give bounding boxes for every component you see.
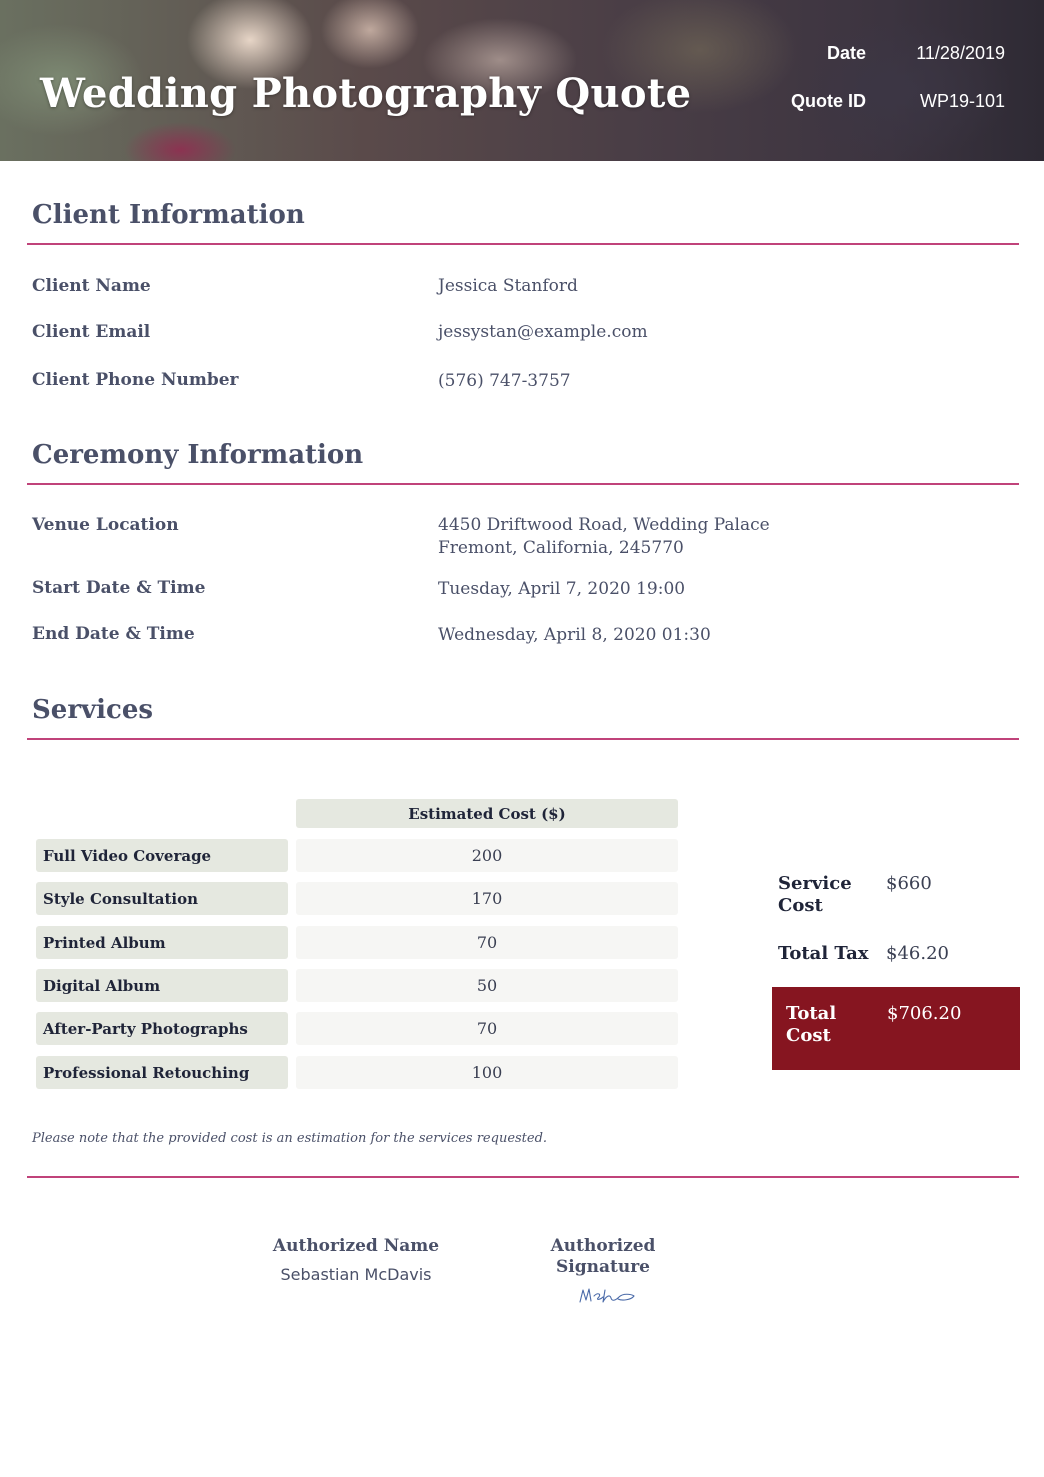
date-label: Date <box>826 43 866 63</box>
cost-column-header: Estimated Cost ($) <box>296 799 678 828</box>
total-cost-value: $706.20 <box>887 1003 962 1024</box>
service-cost: 100 <box>296 1056 678 1089</box>
total-tax-label: Total Tax <box>778 943 869 964</box>
service-name: Professional Retouching <box>36 1056 288 1089</box>
client-phone-value: (576) 747-3757 <box>438 371 571 391</box>
client-email-label: Client Email <box>32 322 151 342</box>
authorized-signature-label: Authorized Signature <box>550 1236 656 1277</box>
quote-id-value: WP19-101 <box>919 91 1005 111</box>
section-divider <box>27 243 1019 245</box>
page-title: Wedding Photography Quote <box>40 70 692 117</box>
service-cost: 70 <box>296 926 678 959</box>
service-name: Printed Album <box>36 926 288 959</box>
authorized-name-label: Authorized Name <box>272 1236 440 1256</box>
start-value: Tuesday, April 7, 2020 19:00 <box>438 579 686 599</box>
venue-line-2: Fremont, California, 245770 <box>438 538 684 558</box>
service-name: After-Party Photographs <box>36 1012 288 1045</box>
section-divider <box>27 483 1019 485</box>
service-cost: 50 <box>296 969 678 1002</box>
end-value: Wednesday, April 8, 2020 01:30 <box>438 625 711 645</box>
ceremony-info-heading: Ceremony Information <box>32 440 364 470</box>
service-name: Digital Album <box>36 969 288 1002</box>
end-label: End Date & Time <box>32 624 195 644</box>
quote-id-label: Quote ID <box>791 91 866 111</box>
client-info-heading: Client Information <box>32 200 305 230</box>
venue-label: Venue Location <box>32 515 179 535</box>
service-cost-value: $660 <box>886 873 932 894</box>
start-label: Start Date & Time <box>32 578 206 598</box>
total-cost-box <box>772 987 1020 1070</box>
client-phone-label: Client Phone Number <box>32 370 239 390</box>
client-email-value: jessystan@example.com <box>438 322 648 342</box>
estimation-note: Please note that the provided cost is an estimation for the services requested. <box>32 1131 548 1146</box>
authorized-name-value: Sebastian McDavis <box>280 1265 432 1284</box>
client-name-value: Jessica Stanford <box>438 276 578 296</box>
total-tax-value: $46.20 <box>886 943 949 964</box>
signature-image <box>576 1282 638 1308</box>
date-value: 11/28/2019 <box>916 43 1005 63</box>
client-name-label: Client Name <box>32 276 151 296</box>
section-divider <box>27 738 1019 740</box>
services-heading: Services <box>32 695 154 725</box>
service-cost-label: Service Cost <box>778 873 852 916</box>
service-cost: 200 <box>296 839 678 872</box>
service-cost: 170 <box>296 882 678 915</box>
service-name: Style Consultation <box>36 882 288 915</box>
venue-line-1: 4450 Driftwood Road, Wedding Palace <box>438 515 770 535</box>
header-banner <box>0 0 1044 161</box>
service-name: Full Video Coverage <box>36 839 288 872</box>
section-divider <box>27 1176 1019 1178</box>
total-cost-label: Total Cost <box>786 1003 837 1046</box>
service-cost: 70 <box>296 1012 678 1045</box>
